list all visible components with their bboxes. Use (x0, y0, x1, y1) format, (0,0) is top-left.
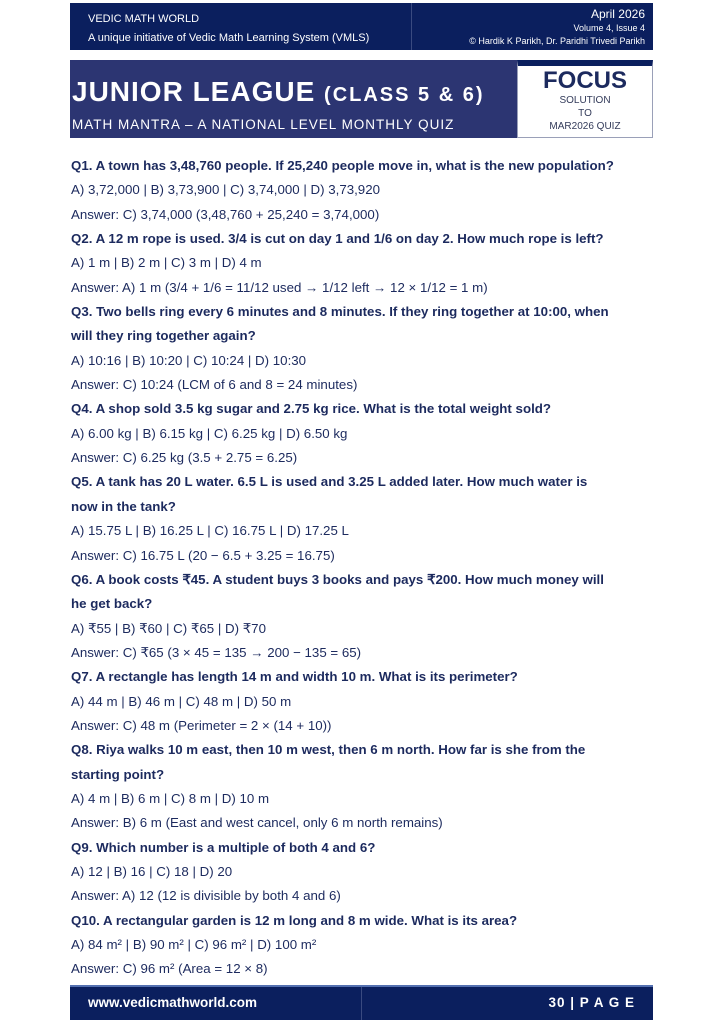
answer-text: Answer: C) 3,74,000 (3,48,760 + 25,240 = 3,74,000) (71, 206, 380, 222)
options-text: A) 4 m | B) 6 m | C) 8 m | D) 10 m (71, 790, 270, 806)
answer-text: Answer: A) 1 m (3/4 + 1/6 = 11/12 used → 1/12 left → 12 × 1/12 = 1 m) (71, 279, 488, 295)
header-right (412, 3, 653, 50)
focus-box (517, 60, 653, 138)
answer-text: Answer: C) 10:24 (LCM of 6 and 8 = 24 minutes) (71, 377, 358, 393)
question-text: Q4. A shop sold 3.5 kg sugar and 2.75 kg rice. What is the total weight sold? (71, 401, 552, 417)
question-text: Q7. A rectangle has length 14 m and width 10 m. What is its perimeter? (71, 669, 518, 685)
page-number: 30 | P A G E (548, 995, 635, 1010)
copyright: © Hardik K Parikh, Dr. Paridhi Trivedi Parikh (469, 36, 645, 46)
question-text: starting point? (71, 766, 165, 782)
answer-text: Answer: A) 12 (12 is divisible by both 4 and 6) (71, 888, 341, 904)
answer-text: Answer: B) 6 m (East and west cancel, only 6 m north remains) (71, 815, 443, 831)
class-label: (CLASS 5 & 6) (324, 84, 485, 106)
options-text: A) 15.75 L | B) 16.25 L | C) 16.75 L | D) 17.25 L (71, 523, 349, 539)
options-text: A) 3,72,000 | B) 3,73,900 | C) 3,74,000 | D) 3,73,920 (71, 182, 380, 198)
focus-title: FOCUS (543, 67, 627, 94)
question-text: Q9. Which number is a multiple of both 4 and 6? (71, 839, 376, 855)
header-left (70, 3, 412, 50)
answer-text: Answer: C) 96 m² (Area = 12 × 8) (71, 961, 268, 977)
question-text: Q10. A rectangular garden is 12 m long and 8 m wide. What is its area? (71, 912, 518, 928)
options-text: A) 1 m | B) 2 m | C) 3 m | D) 4 m (71, 255, 262, 271)
question-text: Q3. Two bells ring every 6 minutes and 8 minutes. If they ring together at 10:00, when (71, 304, 609, 320)
section-subtitle: MATH MANTRA – A NATIONAL LEVEL MONTHLY QUIZ (72, 117, 455, 132)
question-text: he get back? (71, 596, 153, 612)
question-text: Q1. A town has 3,48,760 people. If 25,240 people move in, what is the new population? (71, 158, 614, 173)
answer-text: Answer: C) ₹65 (3 × 45 = 135 → 200 − 135 = 65) (71, 644, 362, 660)
options-text: A) ₹55 | B) ₹60 | C) ₹65 | D) ₹70 (71, 620, 266, 636)
question-text: Q5. A tank has 20 L water. 6.5 L is used and 3.25 L added later. How much water is (71, 474, 588, 490)
section-title (72, 76, 485, 108)
question-text: Q8. Riya walks 10 m east, then 10 m west, then 6 m north. How far is she from the (71, 742, 586, 758)
options-text: A) 44 m | B) 46 m | C) 48 m | D) 50 m (71, 693, 292, 709)
question-text: will they ring together again? (71, 328, 256, 344)
question-text: Q6. A book costs ₹45. A student buys 3 books and pays ₹200. How much money will (71, 571, 604, 587)
website-link[interactable]: www.vedicmathworld.com (70, 987, 362, 1020)
footer-bar (70, 985, 653, 1020)
focus-line: MAR2026 QUIZ (549, 121, 621, 132)
brand-name: VEDIC MATH WORLD (88, 13, 200, 25)
header-bar (70, 3, 653, 50)
focus-line: TO (578, 108, 592, 119)
section-banner (70, 60, 517, 138)
answer-text: Answer: C) 48 m (Perimeter = 2 × (14 + 10)) (71, 717, 332, 733)
question-text: Q2. A 12 m rope is used. 3/4 is cut on day 1 and 1/6 on day 2. How much rope is left? (71, 231, 604, 247)
options-text: A) 84 m² | B) 90 m² | C) 96 m² | D) 100 m² (71, 937, 317, 952)
options-text: A) 12 | B) 16 | C) 18 | D) 20 (71, 863, 233, 879)
answer-text: Answer: C) 16.75 L (20 − 6.5 + 3.25 = 16.75) (71, 547, 335, 563)
issue-date: April 2026 (590, 7, 645, 21)
title-text: JUNIOR LEAGUE (72, 76, 316, 107)
focus-line: SOLUTION (559, 95, 611, 106)
question-text: now in the tank? (71, 498, 176, 514)
tagline: A unique initiative of Vedic Math Learning System (VMLS) (88, 32, 370, 44)
answer-text: Answer: C) 6.25 kg (3.5 + 2.75 = 6.25) (71, 450, 298, 466)
options-text: A) 10:16 | B) 10:20 | C) 10:24 | D) 10:30 (71, 352, 307, 368)
quiz-content (71, 154, 651, 982)
volume: Volume 4, Issue 4 (573, 23, 645, 33)
options-text: A) 6.00 kg | B) 6.15 kg | C) 6.25 kg | D) 6.50 kg (71, 425, 348, 441)
